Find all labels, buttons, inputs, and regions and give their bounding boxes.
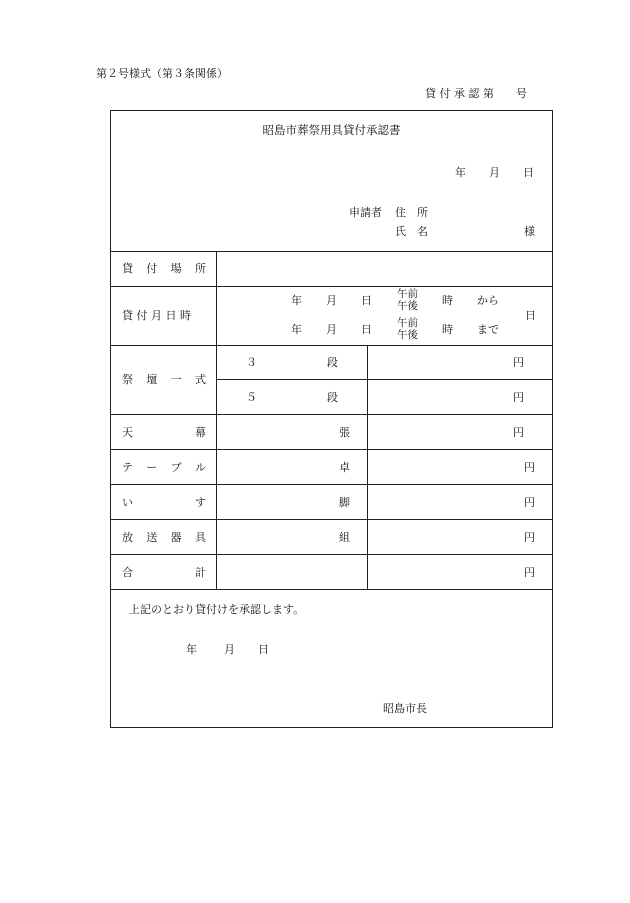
altar-3-tier-unit: 段 — [327, 356, 338, 369]
approval-date-month: 月 — [224, 643, 235, 656]
datetime-label: 貸 付 月 日 時 — [122, 309, 191, 322]
chair-label: い す — [122, 496, 206, 509]
total-label: 合 計 — [122, 566, 206, 579]
chair-unit: 脚 — [339, 496, 350, 509]
pa-yen: 円 — [524, 531, 535, 544]
applicant-label: 申請者 — [349, 206, 382, 219]
start-year: 年 — [291, 294, 302, 307]
end-ampm: 午前 午後 — [397, 317, 418, 342]
start-month: 月 — [326, 294, 337, 307]
rule-top-section — [111, 251, 552, 252]
start-hour: 時 — [442, 294, 453, 307]
approval-date-year: 年 — [186, 643, 197, 656]
rule-table — [111, 484, 552, 485]
start-ampm: 午前 午後 — [397, 288, 418, 313]
issue-date-month: 月 — [489, 166, 500, 179]
rule-altar-mid — [216, 379, 552, 380]
approval-date-day: 日 — [258, 643, 269, 656]
end-day: 日 — [361, 323, 372, 336]
chair-yen: 円 — [524, 496, 535, 509]
rule-datetime — [111, 345, 552, 346]
rule-qty-column — [367, 345, 368, 589]
rule-total — [111, 589, 552, 590]
rule-altar — [111, 414, 552, 415]
rule-pa — [111, 554, 552, 555]
signer: 昭島市長 — [383, 702, 427, 715]
approval-form — [110, 110, 553, 728]
approval-number: 貸 付 承 認 第 号 — [425, 87, 527, 100]
pa-label: 放 送 器 具 — [122, 531, 206, 544]
curtain-unit: 張 — [339, 426, 350, 439]
curtain-yen: 円 — [513, 426, 524, 439]
pa-unit: 組 — [339, 531, 350, 544]
rule-label-column — [216, 251, 217, 589]
total-yen: 円 — [524, 566, 535, 579]
issue-date-day: 日 — [523, 166, 534, 179]
rule-location — [111, 286, 552, 287]
issue-date-year: 年 — [455, 166, 466, 179]
altar-label: 祭 壇 一 式 — [122, 373, 206, 386]
table-unit: 卓 — [339, 461, 350, 474]
location-label: 貸 付 場 所 — [122, 262, 206, 275]
altar-3-tier-yen: 円 — [513, 356, 524, 369]
altar-3-tier-number: ３ — [246, 356, 257, 369]
form-title: 昭島市葬祭用具貸付承認書 — [262, 123, 401, 137]
start-day: 日 — [361, 294, 372, 307]
applicant-address-label: 住 所 — [395, 206, 428, 219]
until-label: まで — [477, 323, 499, 336]
days-unit: 日 — [525, 309, 536, 322]
end-year: 年 — [291, 323, 302, 336]
table-label: テ ー ブ ル — [122, 461, 206, 474]
curtain-label: 天 幕 — [122, 426, 206, 439]
from-label: から — [477, 294, 499, 307]
end-hour: 時 — [442, 323, 453, 336]
altar-5-tier-yen: 円 — [513, 391, 524, 404]
approval-statement: 上記のとおり貸付けを承認します。 — [129, 603, 305, 616]
form-number-label: 第２号様式（第３条関係） — [96, 67, 228, 80]
table-yen: 円 — [524, 461, 535, 474]
end-month: 月 — [326, 323, 337, 336]
applicant-honorific: 様 — [524, 225, 535, 238]
rule-chair — [111, 519, 552, 520]
altar-5-tier-unit: 段 — [327, 391, 338, 404]
altar-5-tier-number: ５ — [246, 391, 257, 404]
rule-curtain — [111, 449, 552, 450]
applicant-name-label: 氏 名 — [395, 225, 428, 238]
